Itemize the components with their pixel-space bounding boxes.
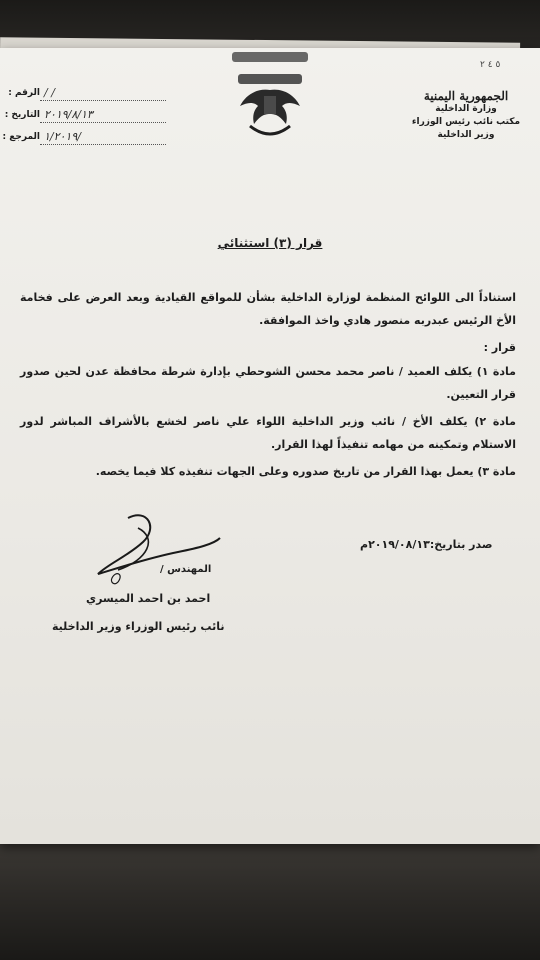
paragraph-article-3: مادة ٣) يعمل بهذا القرار من تاريخ صدوره وعلى الجهات تنفيذه كلا فيما يخصه. [95,465,516,478]
republic-name: الجمهورية اليمنية [423,89,509,103]
signer-title: نائب رئيس الوزراء وزير الداخلية [52,620,225,633]
signer-name: احمد بن احمد الميسري [86,592,211,605]
top-corner-mark: ٥ ٤ ٢ [480,60,501,70]
paragraph-article-1: مادة ١) يكلف العميد / ناصر محمد محسن الشوحطي بإدارة شرطة محافظة عدن لحين صدور قرار التعيين. [20,365,516,401]
ref-reference-label: المرجع : [2,132,40,142]
ref-row-reference [0,126,170,148]
ministry-name: وزارة الداخلية [435,104,497,114]
office-name: مكتب نائب رئيس الوزراء [411,117,521,127]
ref-date-label: التاريخ : [4,110,40,120]
paragraph-article-2: مادة ٢) يكلف الأخ / نائب وزير الداخلية اللواء علي ناصر لخشع بالأشراف المباشر لدور الاستلام وتمكينه من مهامه تنفيذاً لهذا القرار. [20,415,516,451]
issue-date: صدر بتاريخ:٢٠١٩/٠٨/١٣م [360,538,493,551]
engineer-label: المهندس / [160,564,212,575]
paragraph-preamble: استناداً الى اللوائح المنظمة لوزارة الداخلية بشأن للمواقع القيادية وبعد العرض على فخامة الأخ الرئيس عبدربه منصور هادي واخذ الموافقة. [20,291,516,327]
yemen-eagle-emblem-icon [228,50,312,150]
ref-number-value: / / [40,86,166,101]
minister-title: وزير الداخلية [437,130,495,140]
reference-block [0,82,170,148]
decision-title: قرار (٣) استثنائي [217,236,323,250]
ref-row-number [0,82,170,104]
ref-date-value: ٢٠١٩/٨/١٣ [40,108,166,123]
ref-number-label: الرقم : [8,88,40,98]
ref-reference-value: ١/٢٠١٩/ [40,130,166,145]
ref-row-date [0,104,170,126]
ministry-header [406,90,526,142]
paragraph-decision-label: قرار : [483,341,516,354]
handwritten-signature [88,508,228,598]
